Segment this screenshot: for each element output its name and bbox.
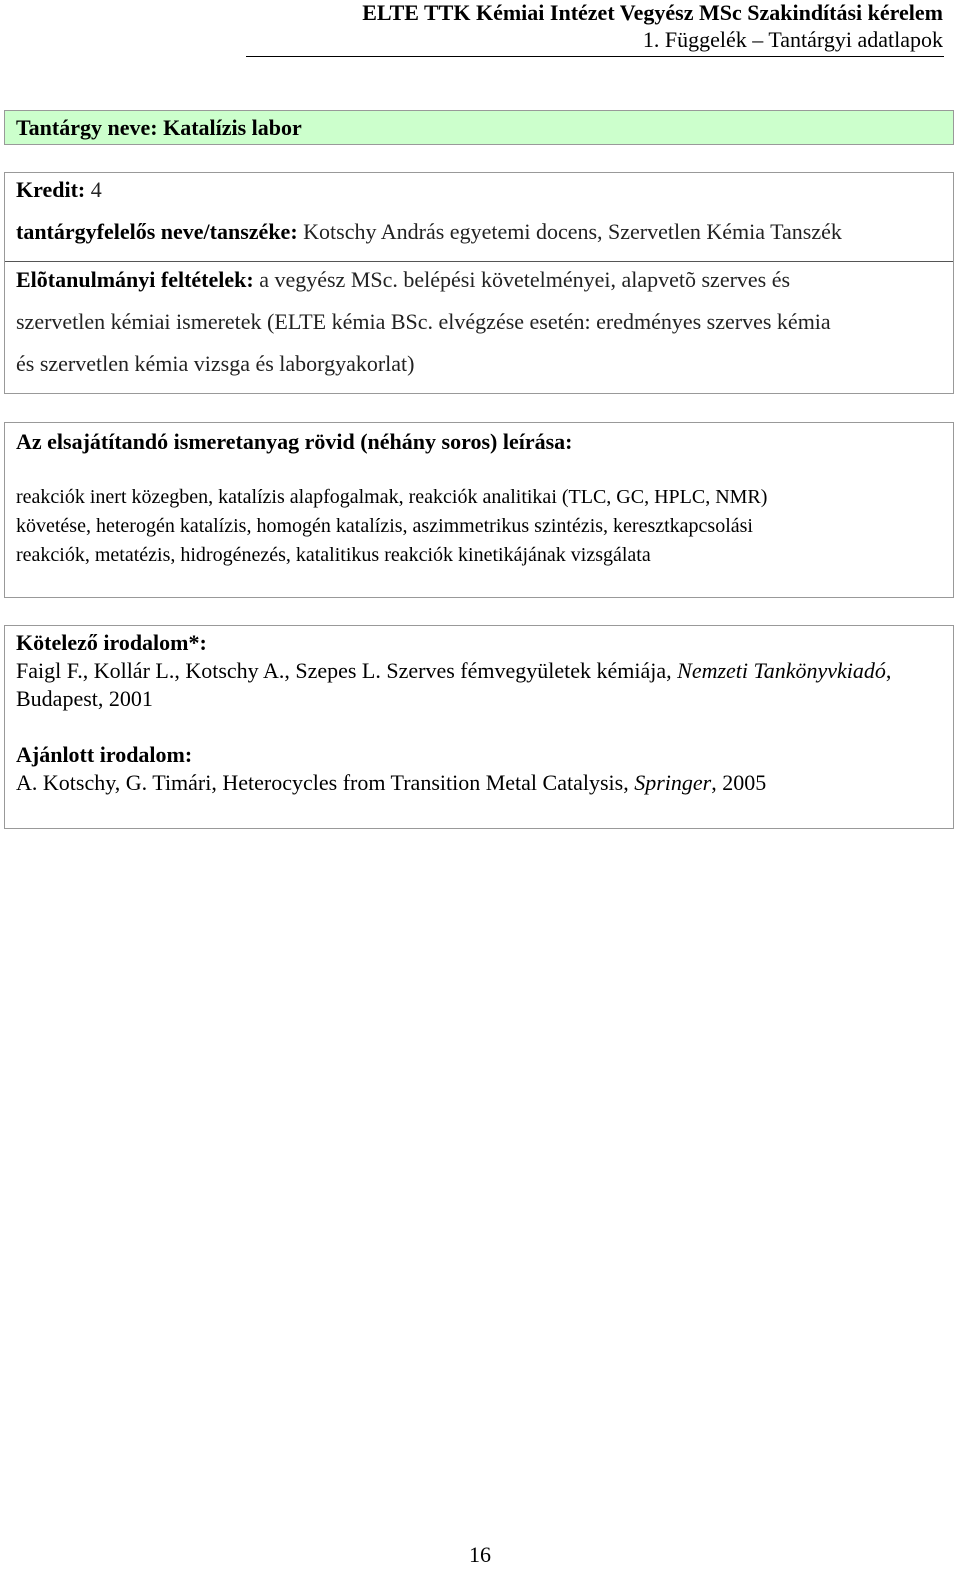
document-header <box>362 0 943 54</box>
subject-name-value: Katalízis labor <box>163 115 302 140</box>
prerequisites-label: Elõtanulmányi feltételek: <box>16 267 254 292</box>
recommended-literature-year: , 2005 <box>711 770 767 795</box>
credit-label: Kredit: <box>16 177 86 202</box>
recommended-literature <box>16 741 941 797</box>
mandatory-literature-entry <box>16 657 941 713</box>
header-divider <box>246 56 944 57</box>
description-text <box>16 483 941 570</box>
header-title: ELTE TTK Kémiai Intézet Vegyész MSc Szakindítási kérelem <box>362 0 943 25</box>
recommended-literature-text: A. Kotschy, G. Timári, Heterocycles from Transition Metal Catalysis, <box>16 770 635 795</box>
mandatory-literature-text: Faigl F., Kollár L., Kotschy A., Szepes L. Szerves fémvegyületek kémiája, <box>16 658 678 683</box>
responsible-row <box>16 219 842 245</box>
description-line-2: követése, heterogén katalízis, homogén katalízis, aszimmetrikus szintézis, keresztkapcsolási <box>16 515 753 537</box>
recommended-literature-label: Ajánlott irodalom: <box>16 742 193 767</box>
header-subtitle: 1. Függelék – Tantárgyi adatlapok <box>642 27 943 52</box>
info-divider <box>5 261 953 262</box>
mandatory-literature-label: Kötelező irodalom*: <box>16 630 207 655</box>
recommended-literature-publisher: Springer <box>634 770 712 795</box>
description-title: Az elsajátítandó ismeretanyag rövid (néhány soros) leírása: <box>16 429 573 454</box>
description-box <box>4 422 954 598</box>
subject-info-box <box>4 172 954 394</box>
literature-box <box>4 625 954 829</box>
page-number: 16 <box>469 1542 491 1567</box>
prerequisites-row <box>16 267 790 293</box>
prerequisites-line-3: és szervetlen kémia vizsga és laborgyakorlat) <box>16 351 415 376</box>
description-line-1: reakciók inert közegben, katalízis alapfogalmak, reakciók analitikai (TLC, GC, HPLC, NMR) <box>16 486 768 508</box>
description-line-3: reakciók, metatézis, hidrogénezés, katalitikus reakciók kinetikájának vizsgálata <box>16 544 651 566</box>
mandatory-literature-publisher: Nemzeti Tankönyvkiadó <box>677 658 886 683</box>
responsible-value: Kotschy András egyetemi docens, Szervetlen Kémia Tanszék <box>303 219 842 244</box>
recommended-literature-entry <box>16 769 941 797</box>
credit-value: 4 <box>90 177 102 202</box>
responsible-label: tantárgyfelelős neve/tanszéke: <box>16 219 298 244</box>
mandatory-literature <box>16 629 941 713</box>
prerequisites-line-1: a vegyész MSc. belépési követelményei, alapvetõ szerves és <box>259 267 791 292</box>
subject-name-label: Tantárgy neve: <box>16 115 158 140</box>
credit-row <box>16 177 102 203</box>
subject-name-box <box>4 110 954 145</box>
prerequisites-line-2: szervetlen kémiai ismeretek (ELTE kémia BSc. elvégzése esetén: eredményes szerves kémia <box>16 309 831 334</box>
mandatory-literature-place-year: , Budapest, 2001 <box>16 658 892 711</box>
